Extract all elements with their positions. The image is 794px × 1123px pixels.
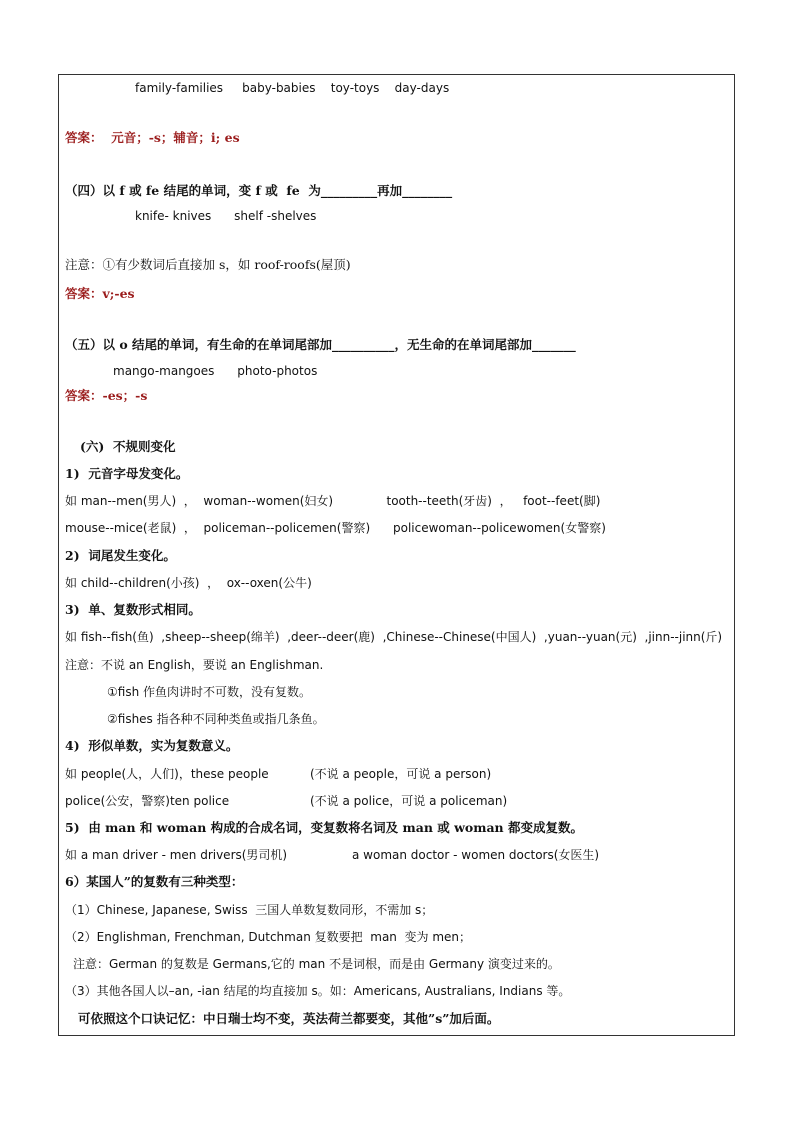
heading-sec5: （五）以 o 结尾的单词，有生命的在单词尾部加__________，无生命的在单词尾部加_______ <box>65 337 576 352</box>
rule5-title: 5) 由 man 和 woman 构成的合成名词，变复数将名词及 man 或 woman 都变成复数。 <box>65 820 583 835</box>
mnemonic: 可依照这个口诀记忆：中日瑞士均不变，英法荷兰都要变，其他”s”加后面。 <box>78 1011 500 1026</box>
rule4-example-a-note: (不说 a people，可说 a person) <box>310 767 492 781</box>
answer-sec4: 答案：v;-es <box>65 286 135 301</box>
rule6-item-3: （3）其他各国人以–an, -ian 结尾的均直接加 s。如：Americans, Australians, Indians 等。 <box>65 984 571 998</box>
answer-sec5: 答案：-es；-s <box>65 388 148 403</box>
rule6-item-1: （1）Chinese, Japanese, Swiss 三国人单数复数同形，不需加 s； <box>65 903 434 917</box>
rule5-example-b: a woman doctor - women doctors(女医生) <box>352 848 600 862</box>
examples-y-ending: family-families baby-babies toy-toys day-days <box>135 81 450 95</box>
rule6-note: 注意：German 的复数是 Germans,它的 man 不是词根，而是由 Germany 演变过来的。 <box>73 957 560 971</box>
rule2-title: 2) 词尾发生变化。 <box>65 548 176 563</box>
rule3-note-2: ②fishes 指各种不同种类鱼或指几条鱼。 <box>107 712 325 726</box>
rule3-examples: 如 fish--fish(鱼) ,sheep--sheep(绵羊) ,deer--deer(鹿) ,Chinese--Chinese(中国人) ,yuan--yuan(元) ,jinn--jinn(斤) <box>65 630 723 644</box>
rule1-examples-a: 如 man--men(男人) ， woman--women(妇女) tooth--teeth(牙齿) ， foot--feet(脚) <box>65 494 601 508</box>
note-sec4: 注意：①有少数词后直接加 s，如 roof-roofs(屋顶) <box>65 257 351 272</box>
rule4-example-a: 如 people(人，人们)，these people <box>65 767 269 781</box>
examples-sec5: mango-mangoes photo-photos <box>113 364 318 378</box>
heading-sec4: （四）以 f 或 fe 结尾的单词，变 f 或 fe 为_________再加________ <box>65 183 453 198</box>
heading-sec6: (六) 不规则变化 <box>80 439 176 454</box>
rule3-note: 注意：不说 an English，要说 an Englishman. <box>65 658 324 672</box>
rule3-note-1: ①fish 作鱼肉讲时不可数，没有复数。 <box>107 685 311 699</box>
rule2-examples: 如 child--children(小孩) ， ox--oxen(公牛) <box>65 576 312 590</box>
rule6-item-2: （2）Englishman, Frenchman, Dutchman 复数要把 man 变为 men； <box>65 930 472 944</box>
rule6-title: 6）某国人”的复数有三种类型： <box>65 874 244 889</box>
answer-sec3: 答案： 元音；-s；辅音；i; es <box>65 130 240 145</box>
rule1-examples-b: mouse--mice(老鼠) ， policeman--policemen(警察) policewoman--policewomen(女警察) <box>65 521 606 535</box>
rule4-title: 4) 形似单数，实为复数意义。 <box>65 738 239 753</box>
rule1-title: 1) 元音字母发变化。 <box>65 466 189 481</box>
rule5-example-a: 如 a man driver - men drivers(男司机) <box>65 848 288 862</box>
rule4-example-b-note: (不说 a police，可说 a policeman) <box>310 794 508 808</box>
rule4-example-b: police(公安，警察)ten police <box>65 794 230 808</box>
examples-sec4: knife- knives shelf -shelves <box>135 209 317 223</box>
rule3-title: 3) 单、复数形式相同。 <box>65 602 201 617</box>
